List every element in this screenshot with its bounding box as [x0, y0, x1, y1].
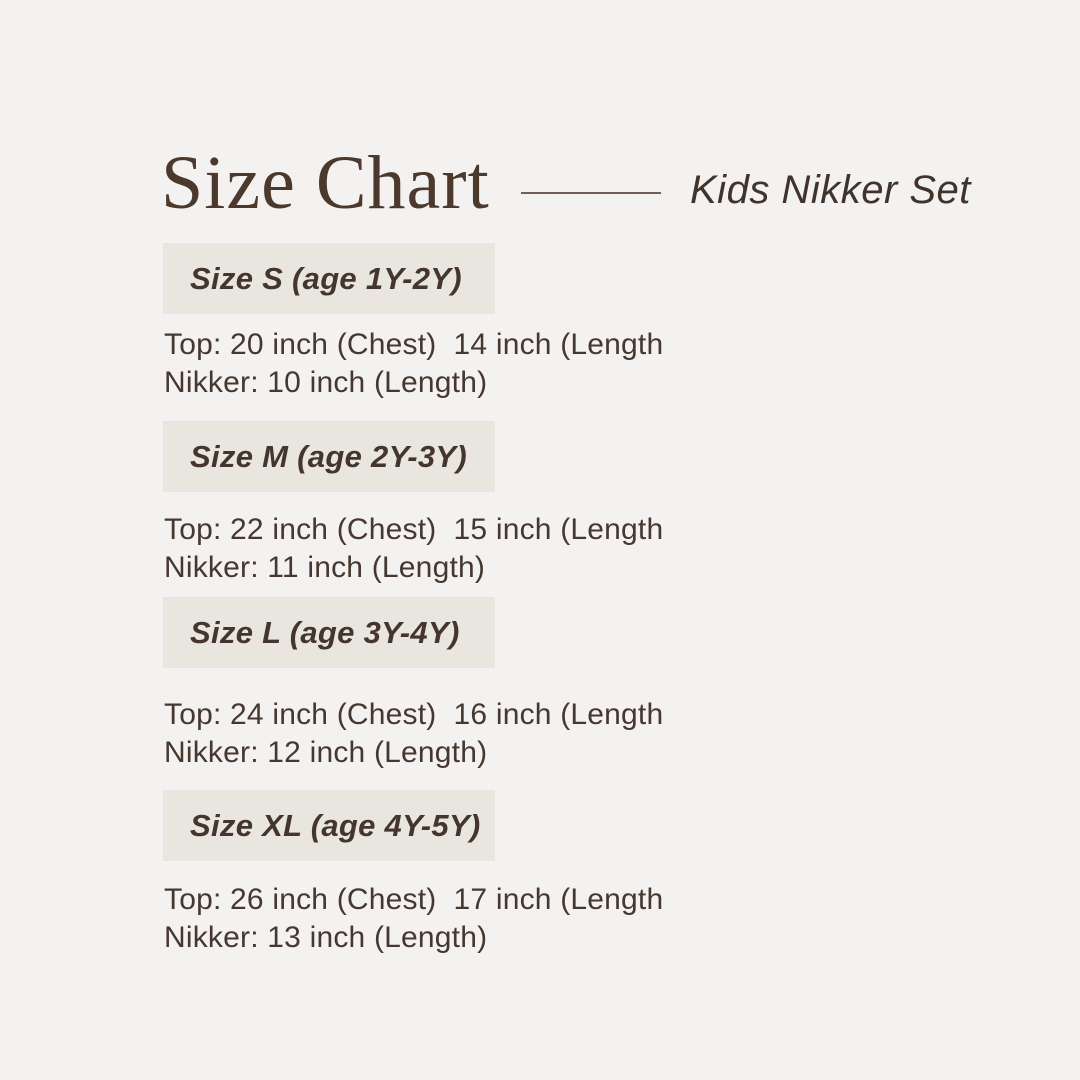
top-measurement-m: Top: 22 inch (Chest) 15 inch (Length — [164, 513, 664, 546]
size-measurements-l — [163, 696, 863, 772]
size-section-s — [163, 243, 863, 402]
nikker-measurement-xl: Nikker: 13 inch (Length) — [164, 921, 488, 954]
nikker-measurement-l: Nikker: 12 inch (Length) — [164, 736, 488, 769]
nikker-measurement-s: Nikker: 10 inch (Length) — [164, 366, 488, 399]
size-header-box-s — [163, 243, 495, 314]
size-measurements-xl — [163, 881, 863, 957]
size-section-xl — [163, 790, 863, 957]
top-measurement-xl: Top: 26 inch (Chest) 17 inch (Length — [164, 883, 664, 916]
size-header-label-l: Size L (age 3Y-4Y) — [190, 614, 460, 650]
size-section-l — [163, 597, 863, 772]
size-header-label-xl: Size XL (age 4Y-5Y) — [190, 807, 481, 843]
page-title: Size Chart — [161, 141, 490, 225]
product-name: Kids Nikker Set — [690, 168, 971, 212]
size-header-box-m — [163, 421, 495, 492]
top-measurement-s: Top: 20 inch (Chest) 14 inch (Length — [164, 328, 664, 361]
nikker-measurement-m: Nikker: 11 inch (Length) — [164, 551, 486, 584]
size-header-box-l — [163, 597, 495, 668]
size-measurements-s — [163, 326, 863, 402]
size-section-m — [163, 421, 863, 587]
size-header-label-s: Size S (age 1Y-2Y) — [190, 260, 462, 296]
size-header-label-m: Size M (age 2Y-3Y) — [190, 438, 468, 474]
top-measurement-l: Top: 24 inch (Chest) 16 inch (Length — [164, 698, 664, 731]
title-divider — [521, 192, 661, 194]
size-header-box-xl — [163, 790, 495, 861]
size-measurements-m — [163, 511, 863, 587]
